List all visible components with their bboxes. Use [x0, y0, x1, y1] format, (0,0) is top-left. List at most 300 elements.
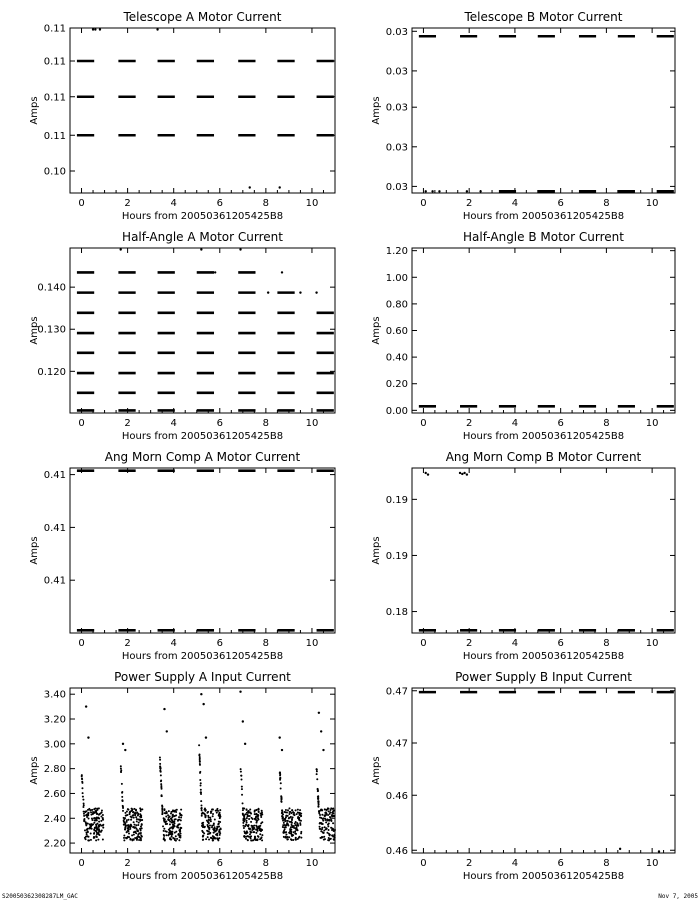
data-point: [161, 805, 163, 807]
data-point: [129, 828, 131, 830]
data-point: [102, 839, 104, 841]
data-point: [329, 813, 331, 815]
data-point: [199, 763, 201, 765]
data-point: [213, 836, 215, 838]
data-point: [244, 832, 246, 834]
y-tick-label: 0.19: [385, 494, 408, 506]
data-point: [94, 827, 96, 829]
data-point: [325, 819, 327, 821]
data-point: [218, 831, 220, 833]
data-point: [180, 816, 182, 818]
x-tick-label: 10: [305, 198, 319, 209]
data-point: [209, 817, 211, 819]
data-point: [244, 818, 246, 820]
y-axis-label: Amps: [371, 316, 382, 345]
data-point: [293, 831, 295, 833]
data-point: [121, 791, 123, 793]
data-point: [94, 28, 96, 30]
data-point: [138, 822, 140, 824]
data-point: [82, 799, 84, 801]
x-tick-label: 0: [420, 858, 427, 869]
data-point: [175, 835, 177, 837]
data-point: [200, 800, 202, 802]
x-tick-label: 8: [603, 198, 610, 209]
data-point: [249, 808, 251, 810]
data-point: [200, 804, 202, 806]
y-tick-label: 0.80: [385, 299, 408, 311]
data-point: [218, 837, 220, 839]
data-point: [83, 819, 85, 821]
data-point: [198, 744, 200, 746]
data-point: [126, 810, 128, 812]
data-point: [325, 828, 327, 830]
y-tick-label: 0.03: [385, 181, 408, 193]
data-point: [93, 830, 95, 832]
data-point: [81, 787, 83, 789]
data-point: [299, 291, 301, 293]
x-tick-label: 6: [557, 858, 564, 869]
x-tick-label: 2: [465, 638, 473, 649]
data-point: [255, 813, 257, 815]
data-point: [159, 765, 161, 767]
data-point: [163, 834, 165, 836]
data-point: [256, 822, 258, 824]
data-point: [283, 826, 285, 828]
data-point: [244, 743, 246, 745]
data-point: [324, 809, 326, 811]
x-tick-label: 10: [645, 858, 659, 869]
chart-5: [371, 450, 675, 662]
data-point: [123, 819, 125, 821]
data-point: [81, 775, 83, 777]
data-point: [87, 736, 89, 738]
data-point: [141, 819, 143, 821]
data-point: [133, 817, 135, 819]
data-point: [220, 828, 222, 830]
data-point: [216, 833, 218, 835]
x-tick-label: 8: [262, 198, 270, 209]
data-point: [330, 820, 332, 822]
data-point: [291, 819, 293, 821]
data-point: [89, 809, 91, 811]
data-point: [246, 812, 248, 814]
data-point: [219, 821, 221, 823]
data-point: [251, 829, 253, 831]
x-tick-label: 8: [603, 858, 610, 869]
data-point: [126, 821, 128, 823]
data-point: [92, 813, 94, 815]
y-tick-label: 3.20: [43, 714, 66, 726]
data-point: [294, 833, 296, 835]
data-cycle: [316, 768, 336, 841]
data-point: [280, 782, 282, 784]
data-point: [210, 811, 212, 813]
data-point: [255, 829, 257, 831]
data-point: [256, 809, 258, 811]
data-point: [122, 810, 124, 812]
data-point: [124, 749, 126, 751]
data-point: [163, 708, 165, 710]
data-point: [260, 830, 262, 832]
data-point: [259, 825, 261, 827]
data-point: [136, 820, 138, 822]
data-point: [78, 291, 80, 293]
chart-2: [29, 230, 335, 442]
y-tick-label: 0.10: [43, 166, 66, 178]
data-point: [160, 795, 162, 797]
data-point: [300, 813, 302, 815]
data-point: [219, 809, 221, 811]
chart-title: Power Supply A Input Current: [114, 670, 291, 684]
x-tick-label: 4: [170, 198, 177, 209]
y-tick-label: 1.00: [385, 272, 408, 284]
plot-frame: [412, 28, 675, 193]
data-point: [167, 814, 169, 816]
data-point: [168, 834, 170, 836]
data-point: [288, 832, 290, 834]
data-point: [333, 810, 335, 812]
data-point: [161, 809, 163, 811]
data-point: [159, 769, 161, 771]
data-point: [247, 839, 249, 841]
data-point: [123, 837, 125, 839]
data-point: [280, 788, 282, 790]
data-point: [296, 825, 298, 827]
data-point: [97, 832, 99, 834]
data-point: [83, 815, 85, 817]
plot-frame: [412, 688, 675, 853]
y-tick-label: 0.11: [43, 23, 66, 35]
data-point: [241, 786, 243, 788]
data-point: [218, 823, 220, 825]
data-point: [163, 828, 165, 830]
data-point: [176, 825, 178, 827]
data-point: [171, 836, 173, 838]
data-point: [317, 802, 319, 804]
data-point: [323, 814, 325, 816]
data-point: [128, 832, 130, 834]
data-point: [127, 830, 129, 832]
y-tick-label: 0.11: [43, 92, 66, 104]
x-tick-label: 4: [511, 418, 519, 429]
data-point: [85, 810, 87, 812]
data-point: [318, 811, 320, 813]
y-tick-label: 1.20: [385, 246, 408, 258]
data-point: [159, 763, 161, 765]
plot-frame: [412, 468, 675, 633]
data-point: [258, 818, 260, 820]
data-point: [287, 838, 289, 840]
data-point: [170, 832, 172, 834]
data-point: [164, 812, 166, 814]
data-point: [245, 809, 247, 811]
data-point: [200, 789, 202, 791]
data-point: [240, 779, 242, 781]
data-point: [253, 271, 255, 273]
data-point: [178, 833, 180, 835]
data-point: [205, 809, 207, 811]
data-point: [121, 796, 123, 798]
data-point: [239, 248, 241, 250]
data-point: [288, 813, 290, 815]
data-point: [328, 822, 330, 824]
data-point: [135, 816, 137, 818]
data-point: [163, 819, 165, 821]
data-point: [242, 720, 244, 722]
data-point: [281, 813, 283, 815]
x-tick-label: 0: [420, 418, 427, 429]
data-point: [86, 828, 88, 830]
y-tick-label: 2.20: [43, 838, 66, 850]
data-point: [283, 822, 285, 824]
data-point: [122, 743, 124, 745]
y-tick-label: 0.47: [385, 738, 408, 750]
data-point: [126, 831, 128, 833]
data-point: [161, 813, 163, 815]
data-point: [121, 799, 123, 801]
data-point: [241, 794, 243, 796]
data-point: [177, 820, 179, 822]
data-point: [279, 777, 281, 779]
y-tick-label: 2.60: [43, 788, 66, 800]
data-point: [438, 190, 440, 192]
data-point: [320, 730, 322, 732]
data-point: [327, 814, 329, 816]
data-point: [171, 833, 173, 835]
data-point: [215, 810, 217, 812]
data-point: [258, 810, 260, 812]
data-point: [249, 831, 251, 833]
data-point: [240, 775, 242, 777]
data-point: [85, 705, 87, 707]
data-point: [121, 783, 123, 785]
data-point: [176, 838, 178, 840]
data-point: [92, 823, 94, 825]
data-point: [479, 190, 481, 192]
data-point: [172, 815, 174, 817]
data-point: [241, 788, 243, 790]
data-point: [133, 821, 135, 823]
data-point: [463, 472, 465, 474]
data-point: [82, 792, 84, 794]
data-point: [317, 795, 319, 797]
data-point: [129, 839, 131, 841]
data-point: [93, 808, 95, 810]
data-point: [138, 836, 140, 838]
data-point: [290, 832, 292, 834]
data-point: [201, 815, 203, 817]
x-tick-label: 6: [557, 198, 564, 209]
chart-7: [371, 670, 675, 882]
data-point: [136, 838, 138, 840]
data-cycle: [240, 768, 264, 841]
data-point: [141, 808, 143, 810]
data-point: [131, 808, 133, 810]
data-point: [267, 291, 269, 293]
data-point: [202, 825, 204, 827]
data-point: [102, 814, 104, 816]
x-tick-label: 4: [170, 418, 177, 429]
data-point: [201, 822, 203, 824]
data-point: [293, 827, 295, 829]
data-point: [100, 816, 102, 818]
data-point: [329, 816, 331, 818]
x-tick-label: 2: [465, 198, 473, 209]
data-point: [125, 814, 127, 816]
data-point: [246, 830, 248, 832]
data-point: [180, 809, 182, 811]
data-point: [318, 712, 320, 714]
x-tick-label: 6: [557, 418, 564, 429]
data-point: [140, 838, 142, 840]
data-point: [130, 819, 132, 821]
data-point: [285, 809, 287, 811]
data-point: [98, 828, 100, 830]
data-point: [319, 822, 321, 824]
x-tick-label: 6: [216, 198, 223, 209]
plot-frame: [70, 468, 335, 633]
data-point: [258, 808, 260, 810]
data-point: [83, 813, 85, 815]
data-point: [243, 827, 245, 829]
data-point: [132, 815, 134, 817]
data-point: [334, 829, 336, 831]
data-point: [250, 813, 252, 815]
data-point: [217, 810, 219, 812]
data-point: [163, 837, 165, 839]
data-point: [287, 815, 289, 817]
x-tick-label: 10: [305, 858, 319, 869]
chart-title: Half-Angle B Motor Current: [463, 230, 624, 244]
y-tick-label: 0.03: [385, 66, 408, 78]
x-tick-label: 0: [78, 198, 85, 209]
y-tick-label: 0.40: [385, 352, 408, 364]
data-point: [285, 834, 287, 836]
y-tick-label: 0.41: [43, 575, 66, 587]
data-point: [259, 833, 261, 835]
data-point: [245, 820, 247, 822]
data-point: [216, 837, 218, 839]
data-point: [96, 813, 98, 815]
data-point: [127, 836, 129, 838]
data-point: [95, 835, 97, 837]
data-point: [252, 827, 254, 829]
data-point: [198, 754, 200, 756]
data-point: [323, 836, 325, 838]
data-point: [296, 813, 298, 815]
data-point: [132, 839, 134, 841]
data-point: [292, 816, 294, 818]
data-point: [287, 820, 289, 822]
x-tick-label: 8: [262, 858, 270, 869]
data-point: [81, 781, 83, 783]
data-point: [321, 828, 323, 830]
data-point: [297, 809, 299, 811]
y-tick-label: 0.03: [385, 26, 408, 38]
data-point: [200, 782, 202, 784]
chart-1: [371, 10, 675, 222]
data-point: [174, 822, 176, 824]
x-axis-label: Hours from 20050361205425B8: [462, 871, 625, 882]
data-point: [427, 473, 429, 475]
x-tick-label: 0: [78, 418, 85, 429]
y-tick-label: 0.03: [385, 142, 408, 154]
data-point: [328, 829, 330, 831]
data-point: [466, 473, 468, 475]
data-point: [290, 826, 292, 828]
data-point: [88, 836, 90, 838]
data-point: [84, 829, 86, 831]
data-cycle: [120, 765, 144, 841]
data-point: [134, 837, 136, 839]
y-tick-label: 3.40: [43, 689, 66, 701]
data-point: [466, 190, 468, 192]
data-point: [178, 839, 180, 841]
data-point: [134, 814, 136, 816]
data-point: [248, 827, 250, 829]
y-tick-label: 0.46: [385, 845, 408, 857]
x-tick-label: 0: [420, 638, 427, 649]
data-point: [162, 825, 164, 827]
data-point: [286, 812, 288, 814]
x-axis-label: Hours from 20050361205425B8: [121, 871, 284, 882]
data-point: [175, 814, 177, 816]
plot-frame: [70, 28, 335, 193]
data-point: [140, 810, 142, 812]
data-point: [328, 810, 330, 812]
data-point: [122, 807, 124, 809]
data-point: [87, 809, 89, 811]
data-point: [246, 815, 248, 817]
data-point: [82, 796, 84, 798]
data-point: [317, 788, 319, 790]
x-tick-label: 0: [78, 638, 85, 649]
x-axis-label: Hours from 20050361205425B8: [121, 431, 284, 442]
data-point: [325, 811, 327, 813]
data-point: [205, 815, 207, 817]
data-point: [85, 838, 87, 840]
chart-6: [29, 670, 336, 882]
data-point: [431, 190, 433, 192]
data-point: [250, 835, 252, 837]
data-point: [219, 834, 221, 836]
data-point: [102, 827, 104, 829]
data-point: [124, 822, 126, 824]
data-point: [249, 833, 251, 835]
data-point: [248, 818, 250, 820]
x-tick-label: 4: [511, 198, 519, 209]
data-point: [165, 834, 167, 836]
data-point: [279, 779, 281, 781]
data-point: [205, 736, 207, 738]
data-point: [333, 838, 335, 840]
data-point: [211, 826, 213, 828]
data-point: [166, 730, 168, 732]
data-point: [254, 810, 256, 812]
data-point: [261, 810, 263, 812]
data-point: [281, 749, 283, 751]
data-point: [288, 836, 290, 838]
data-point: [202, 835, 204, 837]
data-point: [214, 271, 216, 273]
data-point: [125, 837, 127, 839]
x-tick-label: 2: [124, 638, 131, 649]
data-point: [244, 836, 246, 838]
data-point: [131, 817, 133, 819]
data-point: [91, 817, 93, 819]
data-point: [322, 832, 324, 834]
data-point: [282, 824, 284, 826]
